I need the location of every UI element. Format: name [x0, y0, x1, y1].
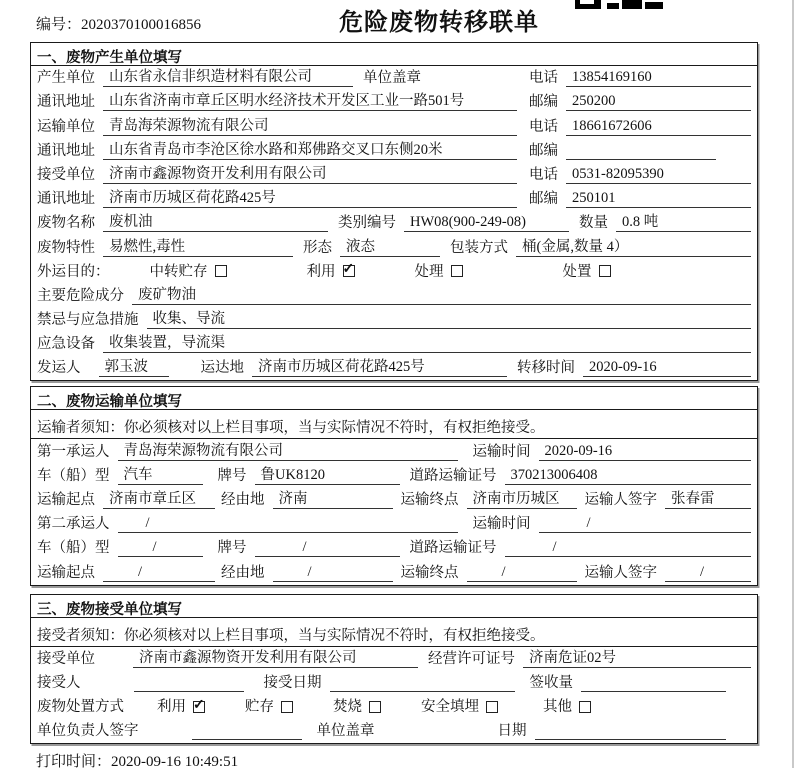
row-transport-unit	[31, 114, 757, 138]
date-label: 日期	[497, 723, 527, 740]
document-header	[30, 0, 758, 42]
vehicle-type-label: 车（船）型	[37, 467, 110, 484]
accept-date-label: 接受日期	[263, 674, 322, 691]
option-dispose-label: 处置	[562, 263, 592, 280]
row-receiver-unit	[31, 163, 757, 187]
transfer-date-label: 转移时间	[517, 360, 575, 377]
waste-name-label: 废物名称	[37, 215, 95, 232]
hazard-components-label: 主要危险成分	[37, 287, 124, 304]
transport-zip-value	[566, 142, 716, 160]
plate-number-2-value: /	[255, 539, 400, 557]
route-via-2-label: 经由地	[221, 564, 265, 581]
route-via-value: 济南	[273, 487, 393, 509]
responsible-signature-label: 单位负责人签字	[37, 723, 139, 740]
page-title: 危险废物转移联单	[339, 10, 539, 36]
route-via-2-value: /	[273, 564, 393, 582]
section-producer-title: 一、废物产生单位填写	[31, 43, 757, 66]
producer-unit-label: 产生单位	[37, 70, 95, 87]
option-transfer-storage	[150, 260, 227, 281]
quantity-label: 数量	[579, 215, 608, 232]
destination-value: 济南市历城区荷花路425号	[252, 355, 507, 377]
packaging-value: 桶(金属,数量 4）	[516, 235, 751, 257]
row-vehicle-type-2	[31, 536, 757, 560]
row-first-carrier	[31, 439, 757, 463]
transport-zip-label: 邮编	[529, 142, 558, 159]
receiver-unit-label: 接受单位	[37, 166, 95, 183]
producer-phone-label: 电话	[529, 70, 558, 87]
second-carrier-value: /	[118, 515, 458, 533]
accept-unit-value: 济南市鑫源物资开发利用有限公司	[133, 646, 418, 668]
route-end-value: 济南市历城区	[467, 487, 577, 509]
road-permit-value: 370213006408	[505, 467, 752, 485]
checkbox-utilize	[343, 265, 355, 277]
row-vehicle-type-1	[31, 464, 757, 488]
responsible-signature-value	[192, 722, 302, 740]
row-waste-name	[31, 211, 757, 235]
section-transporter-title: 二、废物运输单位填写	[31, 387, 757, 410]
hazard-components-value: 废矿物油	[132, 283, 751, 305]
section-receiver-title: 三、废物接受单位填写	[31, 595, 757, 618]
row-route-2	[31, 560, 757, 584]
road-permit-label: 道路运输证号	[409, 467, 497, 484]
plate-number-value: 鲁UK8120	[255, 463, 400, 485]
transporter-notice: 运输者须知：你必须核对以上栏目事项，当与实际情况不符时，有权拒绝接受。	[31, 410, 757, 439]
checkbox-disposal-storage	[281, 701, 293, 713]
row-transfer-purpose	[31, 260, 757, 284]
option-disposal-storage-label: 贮存	[245, 699, 274, 716]
transfer-date-value: 2020-09-16	[583, 359, 751, 377]
emergency-equipment-value: 收集装置，导流渠	[103, 331, 751, 353]
route-end-2-value: /	[467, 564, 577, 582]
receiver-phone-label: 电话	[529, 166, 558, 183]
first-carrier-label: 第一承运人	[37, 443, 110, 460]
vehicle-type-2-value: /	[118, 539, 203, 557]
destination-label: 运达地	[200, 360, 244, 377]
acceptor-label: 接受人	[37, 674, 81, 691]
option-disposal-incinerate-label: 焚烧	[333, 699, 362, 716]
option-disposal-landfill-label: 安全填埋	[421, 699, 479, 716]
row-route-1	[31, 488, 757, 512]
option-dispose	[563, 260, 611, 281]
consignor-label: 发运人	[37, 360, 81, 377]
receiver-notice: 接受者须知：你必须核对以上栏目事项，当与实际情况不符时，有权拒绝接受。	[31, 618, 757, 647]
form-state-label: 形态	[303, 239, 332, 256]
emergency-equipment-label: 应急设备	[37, 336, 95, 353]
row-acceptor	[31, 671, 757, 695]
row-accept-unit	[31, 647, 757, 671]
row-emergency-equipment	[31, 332, 757, 356]
checkbox-disposal-utilize	[193, 701, 205, 713]
emergency-measures-label: 禁忌与应急措施	[37, 312, 139, 329]
vehicle-type-2-label: 车（船）型	[37, 540, 110, 557]
row-disposal-method	[31, 695, 757, 719]
transport-time-2-label: 运输时间	[472, 516, 531, 533]
unit-seal-label: 单位盖章	[363, 70, 421, 87]
producer-address-label: 通讯地址	[37, 94, 95, 111]
carrier-signature-2-label: 运输人签字	[584, 564, 657, 581]
plate-number-2-label: 牌号	[217, 540, 247, 557]
option-disposal-storage	[245, 695, 293, 716]
checkbox-disposal-landfill	[486, 701, 498, 713]
receiver-phone-value: 0531-82095390	[566, 166, 751, 184]
receiver-zip-label: 邮编	[529, 191, 558, 208]
date-value	[535, 722, 727, 740]
option-disposal-other	[543, 695, 591, 716]
checkbox-treat	[451, 265, 463, 277]
emergency-measures-value: 收集、导流	[147, 307, 752, 329]
transport-time-label: 运输时间	[472, 443, 531, 460]
option-disposal-incinerate	[333, 695, 381, 716]
section-producer	[30, 42, 758, 381]
route-origin-2-value: /	[103, 564, 215, 582]
unit-seal-2-label: 单位盖章	[316, 723, 375, 740]
row-producer-address	[31, 90, 757, 114]
receiver-address-value: 济南市历城区荷花路425号	[103, 186, 517, 208]
option-treat	[415, 260, 463, 281]
received-amount-label: 签收量	[529, 674, 573, 691]
producer-zip-value: 250200	[566, 93, 751, 111]
transport-address-label: 通讯地址	[37, 142, 95, 159]
row-waste-property	[31, 235, 757, 259]
receiver-address-label: 通讯地址	[37, 191, 95, 208]
serial-value: 2020370100016856	[81, 17, 202, 33]
transport-time-value: 2020-09-16	[539, 443, 752, 461]
waste-property-value: 易燃性,毒性	[103, 235, 293, 257]
option-transfer-storage-label: 中转贮存	[149, 263, 208, 280]
category-code-value: HW08(900-249-08)	[404, 214, 569, 232]
option-treat-label: 处理	[414, 263, 444, 280]
producer-unit-value: 山东省永信非织造材料有限公司	[103, 65, 353, 87]
row-emergency-measures	[31, 308, 757, 332]
vehicle-type-value: 汽车	[118, 463, 203, 485]
producer-phone-value: 13854169160	[566, 69, 751, 87]
print-time-label: 打印时间：	[36, 754, 112, 771]
print-time-value: 2020-09-16 10:49:51	[111, 754, 239, 771]
row-producer-unit	[31, 66, 757, 90]
carrier-signature-label: 运输人签字	[584, 492, 657, 508]
route-origin-value: 济南市章丘区	[103, 487, 215, 509]
route-end-2-label: 运输终点	[400, 564, 459, 581]
transport-address-value: 山东省青岛市李沧区徐水路和郑佛路交叉口东侧20米	[103, 138, 517, 160]
checkbox-transfer-storage	[215, 265, 227, 277]
route-origin-2-label: 运输起点	[37, 564, 95, 581]
producer-zip-label: 邮编	[529, 94, 558, 111]
option-disposal-utilize	[157, 695, 205, 716]
consignor-value: 郭玉波	[99, 355, 169, 377]
accept-unit-label: 接受单位	[37, 650, 95, 667]
license-number-value: 济南危证02号	[523, 646, 751, 668]
row-transport-address	[31, 139, 757, 163]
option-disposal-landfill	[421, 695, 498, 716]
option-utilize-label: 利用	[306, 263, 336, 280]
option-disposal-other-label: 其他	[543, 699, 572, 716]
producer-address-value: 山东省济南市章丘区明水经济技术开发区工业一路501号	[103, 89, 517, 111]
checkbox-disposal-other	[579, 701, 591, 713]
license-number-label: 经营许可证号	[428, 650, 515, 667]
received-amount-value	[581, 674, 726, 692]
packaging-label: 包装方式	[450, 239, 508, 256]
road-permit-2-label: 道路运输证号	[409, 540, 497, 557]
receiver-zip-value: 250101	[566, 190, 751, 208]
transport-time-2-value: /	[539, 515, 752, 533]
row-hazard-components	[31, 284, 757, 308]
row-second-carrier	[31, 512, 757, 536]
row-responsible-signature	[31, 719, 757, 743]
form-state-value: 液态	[340, 235, 440, 257]
section-transporter	[30, 386, 758, 585]
transport-unit-value: 青岛海荣源物流有限公司	[103, 114, 517, 136]
waste-property-label: 废物特性	[37, 239, 95, 256]
section-receiver-fill	[30, 594, 758, 745]
row-consignor	[31, 356, 757, 380]
checkbox-dispose	[599, 265, 611, 277]
category-code-label: 类别编号	[338, 215, 396, 232]
receiver-unit-value: 济南市鑫源物资开发利用有限公司	[103, 162, 517, 184]
option-disposal-utilize-label: 利用	[157, 699, 186, 716]
serial-label: 编号：	[36, 17, 82, 33]
accept-date-value	[330, 674, 515, 692]
first-carrier-value: 青岛海荣源物流有限公司	[118, 439, 458, 461]
transfer-purpose-label: 外运目的：	[37, 263, 110, 280]
route-origin-label: 运输起点	[37, 492, 95, 508]
quantity-value: 0.8 吨	[616, 210, 751, 232]
row-receiver-address	[31, 187, 757, 211]
transport-unit-label: 运输单位	[37, 118, 95, 135]
carrier-signature-value: 张春雷	[665, 487, 751, 509]
disposal-method-label: 废物处置方式	[37, 699, 124, 716]
carrier-signature-2-value: /	[665, 564, 751, 582]
checkbox-disposal-incinerate	[369, 701, 381, 713]
route-end-label: 运输终点	[400, 492, 459, 508]
waste-name-value: 废机油	[103, 210, 328, 232]
option-utilize	[307, 260, 355, 281]
route-via-label: 经由地	[221, 492, 265, 508]
plate-number-label: 牌号	[217, 467, 247, 484]
transport-phone-value: 18661672606	[566, 118, 751, 136]
qr-code-fragment-icon	[575, 0, 667, 10]
second-carrier-label: 第二承运人	[37, 516, 110, 533]
transport-phone-label: 电话	[529, 118, 558, 135]
road-permit-2-value: /	[505, 539, 752, 557]
acceptor-value	[134, 674, 244, 692]
